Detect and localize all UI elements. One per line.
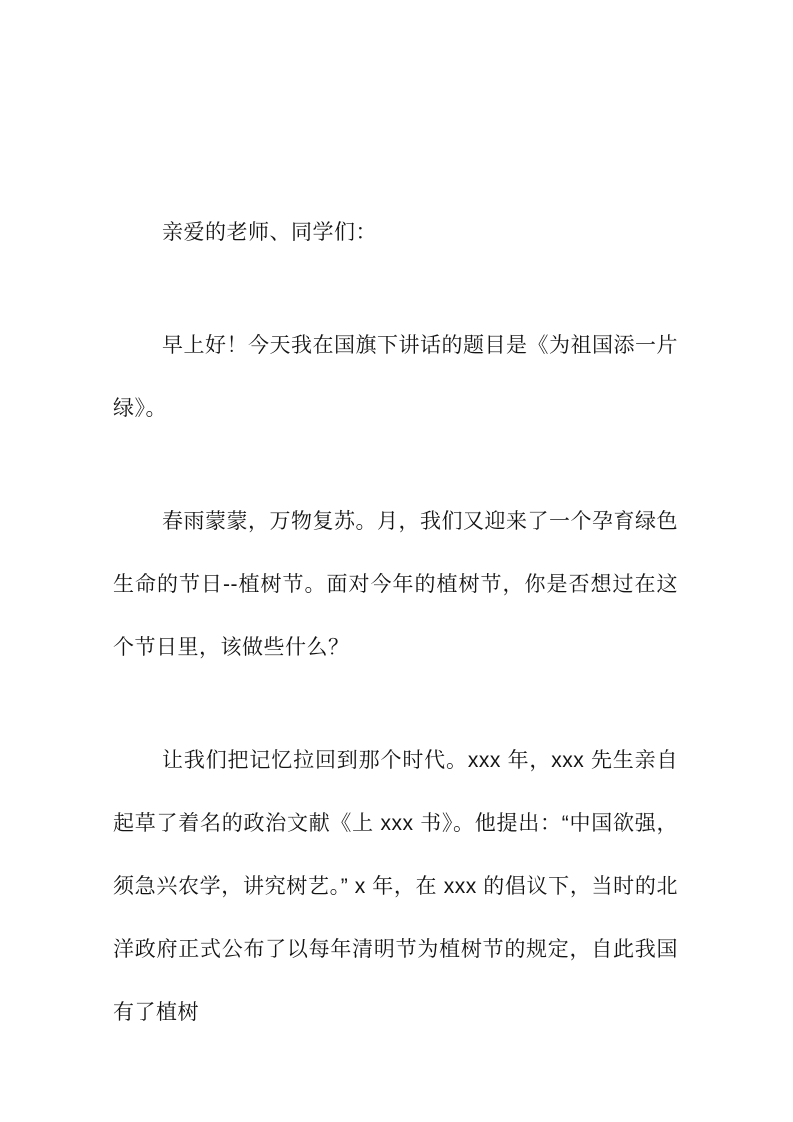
body-paragraph-history: 让我们把记忆拉回到那个时代。xxx 年，xxx 先生亲自起草了着名的政治文献《上 xxx 书》。他提出：“中国欲强，须急兴农学，讲究树艺。” x 年，在 xxx 的倡议下，当时的北洋政府正式公布了以每年清明节为植树节的规定，自此我国有了植树 <box>113 749 678 1024</box>
opening-paragraph: 早上好！今天我在国旗下讲话的题目是《为祖国添一片绿》。 <box>113 334 678 420</box>
salutation-paragraph: 亲爱的老师、同学们： <box>162 221 377 244</box>
body-paragraph-spring: 春雨蒙蒙，万物复苏。月，我们又迎来了一个孕育绿色生命的节日--植树节。面对今年的植树节，你是否想过在这个节日里，该做些什么？ <box>113 510 678 659</box>
